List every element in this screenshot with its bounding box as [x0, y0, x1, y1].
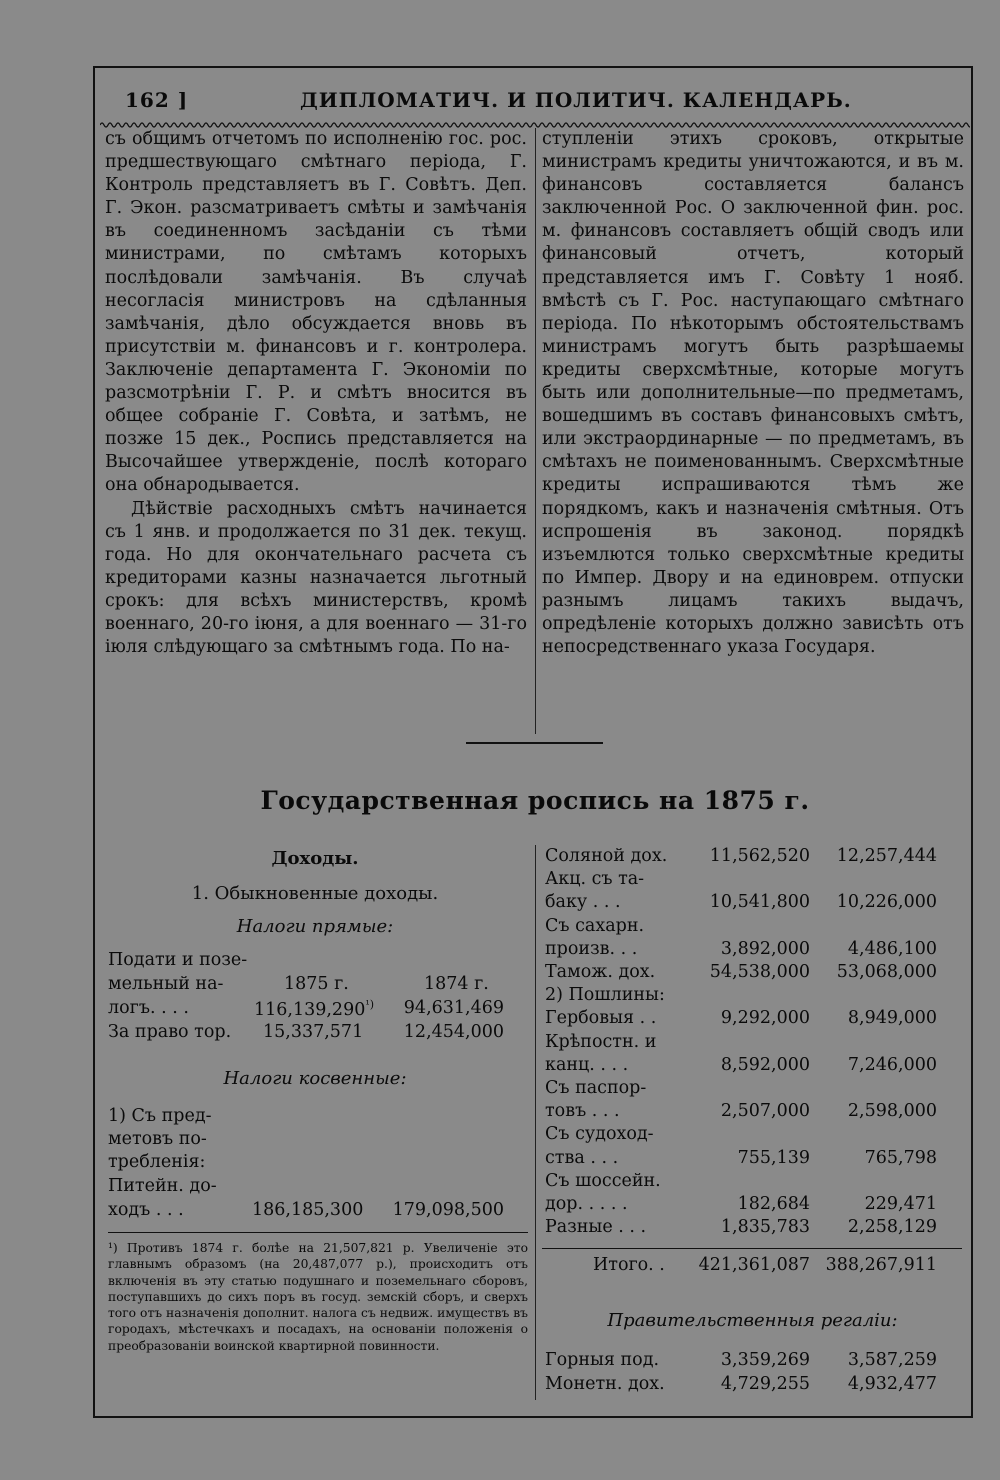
income-row-label: Акц. съ та- — [545, 869, 645, 890]
ordinary-income-heading: 1. Обыкновенные доходы. — [191, 883, 439, 904]
left-text-column — [105, 128, 527, 659]
consumption-label-1: 1) Съ пред- — [108, 1106, 212, 1126]
pitein-label-2: ходъ . . . — [108, 1200, 184, 1220]
total-label: Итого. . — [593, 1255, 665, 1275]
regalia-row-value-v1874: 4,932,477 — [847, 1374, 937, 1394]
right-paragraph-1: ступленіи этихъ сроковъ, открытые министрамъ кредиты уничтожаются, и въ м. финансовъ составляется балансъ заключенной Рос. О заключенной фин. рос. м. финансовъ составляетъ общій сводъ или финансовый отчетъ, который представляется имъ Г. Совѣту 1 нояб. вмѣстѣ съ Г. Рос. наступающаго смѣтнаго періода. По нѣкоторымъ обстоятельствамъ министрамъ могутъ быть разрѣшаемы кредиты сверхсмѣтные, которые могутъ быть или дополнительные—по предметамъ, вошедшимъ въ составъ финансовыхъ смѣтъ, или экстраординарные — по предметамъ, въ смѣтахъ не поименованнымъ. Сверхсмѣтные кредиты испрашиваются тѣмъ же порядкомъ, какъ и назначенія смѣтныя. Отъ испрошенія въ законод. порядкѣ изъемлются только сверхсмѣтные кредиты по Импер. Двору и на единоврем. отпуски разнымъ лицамъ такихъ выдачъ, опредѣленіе которыхъ должно зависѣть отъ непосредственнаго указа Государя. — [542, 129, 964, 658]
income-heading: Доходы. — [271, 848, 359, 869]
zapravo-label: За право тор. — [108, 1022, 232, 1042]
left-paragraph-1: съ общимъ отчетомъ по исполненію гос. рос. предшествующаго смѣтнаго періода, Г. Контроль представляетъ въ Г. Совѣтъ. Деп. Г. Экон. разсматриваетъ смѣты и замѣчанія въ соединенномъ засѣданіи съ тѣми министрами, по смѣтамъ которыхъ послѣдовали замѣчанія. Въ случаѣ несогласія министровъ на сдѣланныя замѣчанія, дѣло обсуждается вновь въ присутствіи м. финансовъ и г. контролера. Заключеніе департамента Г. Экономіи по разсмотрѣніи Г. Р. и смѣтъ вносится въ общее собраніе Г. Совѣта, и затѣмъ, не позже 15 дек., Роспись представляется на Высочайшее утвержденіе, послѣ котораго она обнародывается. — [105, 129, 527, 496]
direct-taxes-table — [108, 950, 528, 1050]
podati-1875: $116,139,290^{^1)}$ — [254, 998, 375, 1020]
income-row-value-v1875: 2,507,000 — [720, 1101, 810, 1122]
year-1874-header: 1874 г. — [424, 974, 489, 994]
income-row-label: Съ судоход- — [545, 1124, 654, 1145]
footnote-rule — [108, 1232, 528, 1233]
pitein-1874: 179,098,500 — [392, 1200, 504, 1220]
income-row-label: Съ сахарн. — [545, 915, 645, 936]
income-row-value-v1874: 12,257,444 — [836, 846, 937, 866]
income-row-value-v1875: 54,538,000 — [709, 962, 810, 982]
income-row-value-v1874: 2,598,000 — [847, 1101, 937, 1122]
income-row-label: Съ шоссейн. — [545, 1170, 661, 1191]
total-1874: 388,267,911 — [825, 1255, 937, 1275]
regalia-table — [545, 1350, 965, 1400]
regalia-row-label: Горныя под. — [545, 1350, 660, 1370]
income-row-value-v1875: 1,835,783 — [720, 1217, 810, 1238]
podati-label-2: мельный на- — [108, 974, 224, 994]
indirect-taxes-heading: Налоги косвенные: — [223, 1068, 407, 1089]
income-row-value-v1875: 3,892,000 — [720, 938, 810, 959]
income-row-value-v1875: 10,541,800 — [709, 892, 810, 913]
income-row-label: ства . . . — [545, 1147, 619, 1168]
running-title: ДИПЛОМАТИЧ. И ПОЛИТИЧ. КАЛЕНДАРЬ. — [300, 88, 852, 112]
income-row-label: баку . . . — [545, 892, 621, 913]
indirect-income-table — [545, 846, 965, 1246]
page-header — [125, 88, 965, 118]
income-row-label: Тамож. дох. — [545, 962, 656, 982]
income-row-label: Съ паспор- — [545, 1078, 647, 1098]
podati-label-1: Подати и позе- — [108, 950, 248, 970]
income-row-value-v1875: 755,139 — [737, 1147, 810, 1168]
income-row-label: Разные . . . — [545, 1217, 647, 1238]
income-row-label: Соляной дох. — [545, 846, 668, 866]
income-row-value-v1874: 229,471 — [864, 1194, 937, 1214]
income-row-value-v1875: 9,292,000 — [720, 1008, 810, 1029]
income-row-value-v1875: 8,592,000 — [720, 1054, 810, 1075]
total-row — [545, 1255, 965, 1285]
footnote-ref: ¹) — [365, 998, 375, 1011]
income-row-label: канц. . . . — [545, 1054, 629, 1075]
income-row-label: произв. . . — [545, 938, 638, 959]
zapravo-1875: 15,337,571 — [263, 1022, 364, 1042]
income-row-label: Крѣпостн. и — [545, 1031, 657, 1052]
regalia-row-value-v1875: 3,359,269 — [720, 1350, 810, 1370]
income-row-value-v1874: 10,226,000 — [836, 892, 937, 913]
page-number: 162 ] — [125, 88, 189, 112]
footnote: ¹) Противъ 1874 г. болѣе на 21,507,821 р. Увеличеніе это главнымъ образомъ (на 20,487,077 р.), происходитъ отъ включенія въ эту статью подушнаго и поземельнаго сборовъ, поступавшихъ до сихъ поръ въ госуд. земскій сборъ, и сверхъ того отъ назначенія дополнит. налога съ недвиж. имуществъ въ городахъ, мѣстечкахъ и посадахъ, на основаніи положенія о преобразованіи воинской квартирной повинности. — [108, 1241, 528, 1353]
table-divider — [535, 845, 536, 1400]
income-row-value-v1874: 8,949,000 — [847, 1008, 937, 1029]
right-text-column — [542, 128, 964, 659]
section-separator — [466, 742, 603, 744]
income-row-value-v1875: 182,684 — [737, 1194, 810, 1214]
regalia-row-value-v1875: 4,729,255 — [720, 1374, 810, 1394]
column-divider — [535, 128, 536, 734]
regalia-row-label: Монетн. дох. — [545, 1374, 665, 1394]
regalia-heading: Правительственныя регаліи: — [607, 1310, 898, 1331]
podati-label-3: логъ. . . . — [108, 998, 189, 1018]
budget-title: Государственная роспись на 1875 г. — [260, 786, 810, 815]
total-rule — [542, 1248, 962, 1249]
income-row-label: товъ . . . — [545, 1101, 620, 1122]
direct-taxes-heading: Налоги прямые: — [236, 916, 394, 937]
consumption-label-3: требленія: — [108, 1152, 206, 1172]
income-row-label: Гербовыя . . — [545, 1008, 657, 1029]
income-row-label: дор. . . . . — [545, 1194, 628, 1214]
year-1875-header: 1875 г. — [284, 974, 349, 994]
income-row-value-v1874: 2,258,129 — [847, 1217, 937, 1238]
zapravo-1874: 12,454,000 — [403, 1022, 504, 1042]
regalia-row-value-v1874: 3,587,259 — [847, 1350, 937, 1370]
income-row-value-v1874: 7,246,000 — [847, 1054, 937, 1075]
pitein-label-1: Питейн. до- — [108, 1176, 217, 1196]
income-row-value-v1874: 53,068,000 — [836, 962, 937, 982]
income-row-value-v1874: 765,798 — [864, 1147, 937, 1168]
total-1875: 421,361,087 — [698, 1255, 810, 1275]
consumption-label-2: метовъ по- — [108, 1129, 207, 1149]
podati-1874: 94,631,469 — [403, 998, 504, 1018]
left-paragraph-2: Дѣйствіе расходныхъ смѣтъ начинается съ 1 янв. и продолжается по 31 дек. текущ. года. Но для окончательнаго расчета съ кредиторами казны назначается льготный срокъ: для всѣхъ министерствъ, кромѣ военнаго, 20-го іюня, а для военнаго — 31-го іюля слѣдующаго за смѣтнымъ года. По на- — [105, 498, 527, 658]
income-row-label: 2) Пошлины: — [545, 985, 665, 1006]
income-row-value-v1874: 4,486,100 — [847, 938, 937, 959]
income-row-value-v1875: 11,562,520 — [709, 846, 810, 866]
pitein-1875: 186,185,300 — [252, 1200, 364, 1220]
indirect-taxes-table — [108, 1106, 528, 1226]
